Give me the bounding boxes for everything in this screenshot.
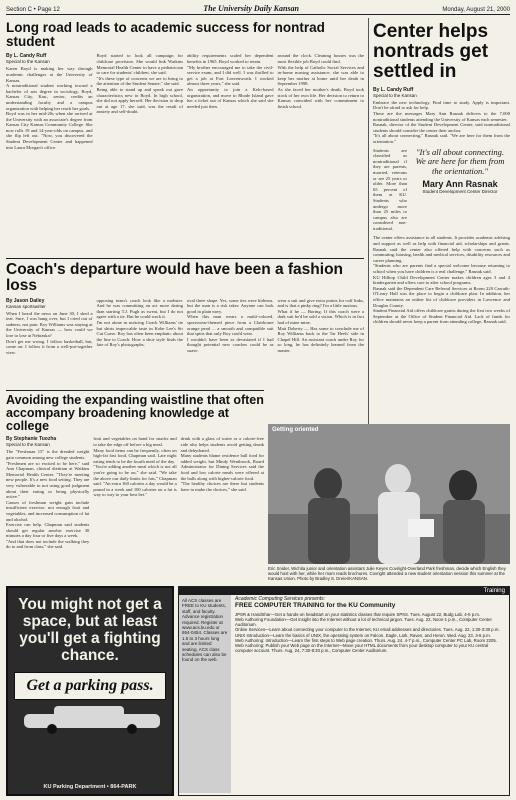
training-content	[231, 595, 509, 793]
ad-tagline: You might not get a space, but at least you'll get a fighting chance.	[18, 596, 162, 664]
photo-label-overlay: Getting oriented	[272, 427, 319, 433]
story-column: wear a suit and give extra points for cuff links, and is that a pinky ring? I'm a little anxious. What if he — Boring. If this coach were a dark suit he'd be sold a vision. Which is in fact had of mine mine. Matt Doherty — Has some to conclude me of Roy Williams back to the Tar Heels' side in Chapel Hill. An assistant coach under Roy for so long, he has definitely learned from the master.	[277, 297, 364, 353]
byline-role: Special to the Kansan	[6, 442, 50, 448]
byline-name: By L. Candy Ruff	[373, 86, 414, 93]
story-byline	[6, 53, 93, 64]
ad-banner	[14, 672, 166, 700]
sidebar-headline: Center helps nontrads get settled in	[373, 21, 489, 82]
photo-block	[268, 424, 510, 584]
byline-name: By L. Candy Ruff	[6, 53, 47, 60]
parking-ad	[6, 586, 174, 796]
training-schedule: JPSR & HandShar—Get a hands-on headstart on your statistics classes that require SPSS. Tues. August 22, Budg Lab. 4-6 p.m. Web Authoring Foundation—Get insight into the Internet without a lot of technical jargon. Tues. Aug. 22, Noon-1 p.m., Computer Center Auditorium. Online Services—Learn about connecting your computer to the Internet, KU email addresses and directories. Tues. Aug. 22, 1:30-3:30 p.m. UNIX Introduction—Learn the basics of UNIX, the operating system on Falcon, Eagle, Lark, Raven, and Heron. Wed. Aug. 23, 3-6 p.m. Web Authoring: Introduction—Learn the first steps to Web page creation. Thurs. Aug. 24, 4-7 p.m., Computer Center PC Lab, Room 2205. Web Authoring: Publish your Web page on the Internet—Move your HTML documents from your desktop computer to your KU central computer account. Thurs. Aug. 24, 7:30-8:30 p.m., Computer Center Auditorium.	[235, 611, 500, 654]
story-nontrad-student	[6, 18, 364, 256]
story-column: Boyd started to look all campaign for childcare provision. She would link Watkins Memorial Health Center to have a pediatrician to care for students' children, she said. "It's these type of concerns we are to bring to the attention of the Student Senate," she said. Being able to stand up and speak out gave characteristics new to Boyd. In high school, she did not apply herself. Her decision to drop out at age 17, she said, was the result of anxiety and self-doubt.	[96, 53, 183, 115]
story-headline: Coach's departure would have been a fashion loss	[6, 261, 344, 295]
byline-name: By Stephanie Tuozha	[6, 436, 57, 443]
pull-quote-title: Student Development Center Director	[422, 189, 498, 195]
pull-quote-name: Mary Ann Rasnak	[422, 179, 498, 190]
story-column: Karen Boyd is making her way through academic challenges at the University of Kansas. A nontraditional student working toward a bachelor of arts degree in sociology, Boyd, Kansas City, Kan., senior, credits an understanding faculty and a campus organization with helping her reach her goals. Boyd was in her mid-20s when she arrived at the University with an associate's degree from Kansas City Kansas Community College. She now rolls 19 and 14-year-olds on campus, and she flip left out. "Now, you discovered the Student Development Center and happened into Laura Morgan's office.	[6, 66, 93, 150]
story-column: The "Freshman 15" is the dreaded weight gain common among new college students. "Freshmen are so excited to be here," said Ann Chapman, clinical dietitian at Watkins Memorial Health Center. "They're meeting new people. It's a new food setting. They are very vulnerable to not using good judgment about their eating or being physically active." Causes of freshman weight gain include insufficient exercise, not enough fruit and vegetables, and increased consumption of fat and alcohol. Exercise can help. Chapman said students should get regular aerobic exercise 30 minutes a day four or five days a week. "And that does not include the walking they do to and from class," she said.	[6, 449, 90, 550]
story-freshman-15	[6, 390, 264, 582]
sidebar-narrow-column: Students are classified as nontraditional if they are parents, married, veterans or are 25 years or older. More than 65 percent of them at KU. Students who undergo more than 25 miles to campus also are considered non-traditional.	[373, 147, 407, 231]
training-headline: FREE COMPUTER TRAINING for the KU Community	[235, 602, 396, 610]
training-ad	[178, 586, 510, 796]
story-headline: Avoiding the expanding waistline that often accompany broadening knowledge at college	[6, 393, 264, 434]
section-label: Section C • Page 12	[6, 7, 60, 13]
story-headline: Long road leads to academic success for nontrad student	[6, 20, 325, 50]
story-center-helps	[368, 18, 510, 458]
byline-role: Special to the Kansan	[6, 59, 50, 65]
story-column: opposing team's coach look like a mobster. And he was committing an act more daring than starting T.J. Pugh as sweat, but I do not agree with a tie. But he could work it. I'm not alone in noticing Coach Williams' tie but shirts impeccable taste in Kobe Lee's Sir Cut Curse. Roy has often been emphatic about the line to Coach: How a shoe style finds the fate of Roy's photographs.	[96, 297, 183, 348]
issue-date: Monday, August 21, 2000	[442, 7, 510, 13]
story-column: around the clock. Cleaning houses was the most flexible job Boyd could find. With the help of Catholic Social Services and in-home nursing assistance, she was able to keep her mother at home until her death in September 1998. As she faced her mother's death, Boyd took stock of her own life. Her decision to return to Kansas coincided with her commitment to finish school.	[277, 53, 364, 109]
ad-headline: Get a parking pass.	[26, 677, 154, 694]
training-sidebar: All ACS classes are FREE to KU students, staff, and faculty. Advance registration required. Register at www.acs.ku.edu or 864-0454. Classes are 1.5 to 3 hours long and are limited seating. ACS class schedules can also be found on the web.	[179, 595, 231, 793]
story-column: When I heard the news on June 30, I shed a tear. Sure, I was hung over, but I cried out of sadness, not pain. Roy Williams was staying at the University of Kansas — how could we lose to lose at Nebraska? Don't get me wrong. I follow basketball, but, come on: I follow it from a well-put-together view.	[6, 310, 93, 355]
sidebar-byline	[373, 87, 510, 98]
story-column: ability requirements scaled her dependent benefits in 1965. Boyd worked to retain. "My brother encouraged me to take the civil-service exam, and I did well. I was thrilled to get a job at Fort Leavenworth. I worked almost three years," she said. An opportunity to join a Kelo-based organization, and move to Rhode Island gave her a ticket out of Kansas which she said she needed just then.	[187, 53, 274, 109]
story-column: drink with a glass of water or a calorie-free side also helps students avoid getting drunk and dehydrated. Many students blame residence hall food for added weight, but Mindy Wentbrook, Board Administrator for Dining Services said the food and low calorie meals were offered at the halls along with higher-calorie food. "The healthy choices are there but students have to make the choices," she said.	[180, 436, 264, 492]
story-column: fruit and vegetables on hand for snacks and to take the edge off before a big meal. Many food items can be frequently, often on high-fat fast food, Chapman said. Late night eating tends to be the fourth meal of the day. "You're adding another meal which is not all you're going to be on," she said. "We take the above our daily limits for fats," Chapman said. "An extra 160 calories a day would be a pound in a week and 100 calories on a fat is way to way to your best bet."	[93, 436, 177, 498]
running-header	[6, 4, 510, 15]
sidebar-intro: Embrace the new technology. Find time to study. Apply is important. Don't be afraid to ask for help. These are the messages Mary Ann Rasnak delivers to the 7,000 nontraditional students attending the University of Kansas each semester. Rasnak, director of the Student Development Center, said nontraditional students should consider the center their anchor. "It's all about connecting," Rasnak said. "We are here for them from the orientation."	[373, 99, 510, 144]
training-presenter: Academic Computing Services presents:	[235, 596, 326, 602]
paper-name: The University Daily Kansan	[203, 4, 299, 13]
story-coach-fashion	[6, 258, 364, 388]
story-byline	[6, 436, 89, 447]
story-byline	[6, 298, 93, 309]
story-column: oval three shape. Yes, some ties were hideous, but the man is a risk taker. Anyone can look good in plain navy. When this man wears a multi-colored, sportswear-themed piece from a Clairborne orange pearl ... a smooth and compatible suit that spins that only Roy could wear. I wouldn't have been as devastated if I had thought potential new coaches could be as suave.	[187, 297, 274, 353]
photo-people-illustration	[268, 424, 510, 564]
pull-quote-text: "It's all about connecting. We are here for them from the orientation."	[415, 146, 505, 176]
newspaper-page	[6, 4, 510, 796]
photo-caption: Eric Snider, Wichita junior and orientation assistant Julie Keyes Coviright-Overland Park freshman, decide which English they would host with her, while her mom reads brochures. Covright attended a new student orientation session this summer at the Kansas Union. Photo by Bradley S. Dreier/KANSAN.	[268, 566, 506, 581]
car-icon	[14, 704, 170, 734]
byline-role: Special to the Kansan	[373, 92, 417, 98]
pull-quote	[410, 148, 510, 232]
photo-getting-oriented	[268, 424, 510, 564]
training-bar: Training	[179, 587, 509, 595]
byline-role: Kansan sportswriter	[6, 303, 46, 309]
byline-name: By Jason Dailey	[6, 297, 45, 304]
sidebar-body: The center offers assistance to all students. It provides academic advising and support as well as help with financial aid, scholarships and grants. Rasnak said the center also offered help with concerns such as commuting, housing, health and medical services, disability resources and career planning. "Students who are parents find a special welcome because returning to school when you have children is a real challenge," Rasnak said. KU Hilltop Child Development Center makes children ages 3 and 4 kindergarten and offers care to after school programs. Rasnak said the Dependent Care Referral Services at Room 220 Carruth-O'Leary Hall was the place to begin a childcare plan. In addition, her office maintains an online list of childcare providers in Lawrence and Douglas County. Student Financial Aid offers childcare grants during the first two weeks of September at the Office of Student Financial Aid. Lack of funds for children should never keep a parent from attending college, Rasnak said.	[373, 235, 510, 325]
ad-footer: KU Parking Department • 864-PARK	[43, 784, 137, 790]
